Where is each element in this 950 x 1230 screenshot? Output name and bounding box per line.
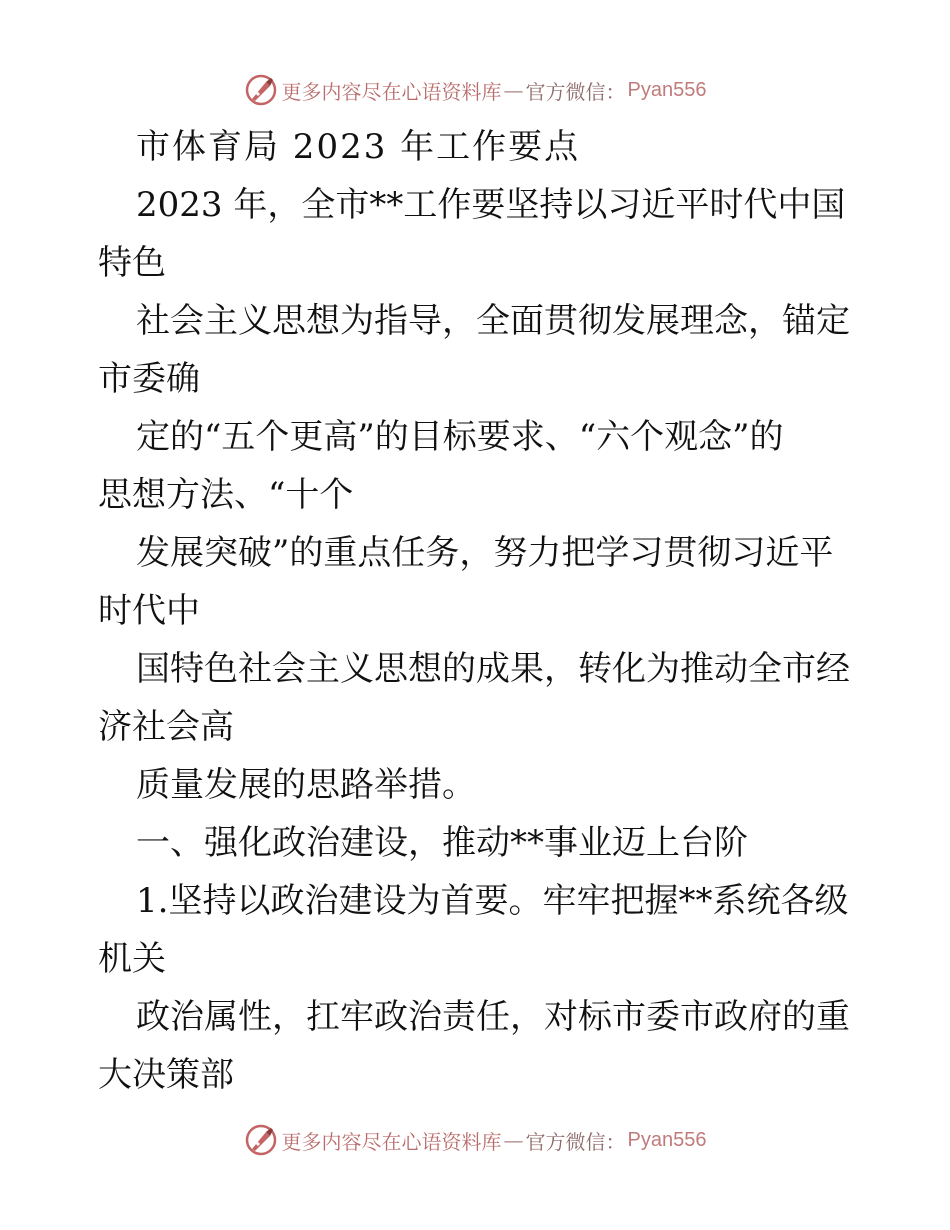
watermark-text: 更多内容尽在心语资料库 xyxy=(281,79,502,104)
paragraph-line: 政治属性，扛牢政治责任，对标市委市政府的重 xyxy=(136,997,850,1037)
paragraph-line: 发展突破”的重点任务，努力把学习贯彻习近平 xyxy=(136,533,834,573)
watermark-label: 官方微信： xyxy=(525,79,626,104)
watermark-wechat-id: Pyan556 xyxy=(627,1128,707,1151)
pen-nib-logo-icon xyxy=(244,1123,278,1157)
paragraph-line: 定的“五个更高”的目标要求、“六个观念”的 xyxy=(136,417,784,457)
paragraph-line: 济社会高 xyxy=(98,707,234,747)
paragraph-line: 时代中 xyxy=(98,591,200,631)
paragraph-line: 国特色社会主义思想的成果，转化为推动全市经 xyxy=(136,649,850,689)
document-title: 市体育局 2023 年工作要点 xyxy=(136,127,581,167)
paragraph-line: 市委确 xyxy=(98,359,200,399)
watermark-label: 官方微信： xyxy=(525,1129,626,1154)
watermark-header xyxy=(0,70,950,110)
watermark-separator: — xyxy=(503,78,524,102)
watermark-separator: — xyxy=(503,1128,524,1152)
section-heading: 一、强化政治建设，推动**事业迈上台阶 xyxy=(136,823,748,863)
watermark-wechat-id: Pyan556 xyxy=(627,78,707,101)
watermark-footer xyxy=(0,1120,950,1160)
paragraph-line: 1.坚持以政治建设为首要。牢牢把握**系统各级 xyxy=(136,881,849,921)
paragraph-line: 社会主义思想为指导，全面贯彻发展理念，锚定 xyxy=(136,301,850,341)
paragraph-line: 特色 xyxy=(98,243,166,283)
watermark-text: 更多内容尽在心语资料库 xyxy=(281,1129,502,1154)
paragraph-line: 思想方法、“十个 xyxy=(98,475,354,515)
paragraph-line: 机关 xyxy=(98,939,166,979)
paragraph-line: 2023 年，全市**工作要坚持以习近平时代中国 xyxy=(136,185,846,225)
pen-nib-logo-icon xyxy=(244,73,278,107)
paragraph-line: 大决策部 xyxy=(98,1055,234,1095)
paragraph-line: 质量发展的思路举措。 xyxy=(136,765,476,805)
document-body xyxy=(98,118,858,1104)
